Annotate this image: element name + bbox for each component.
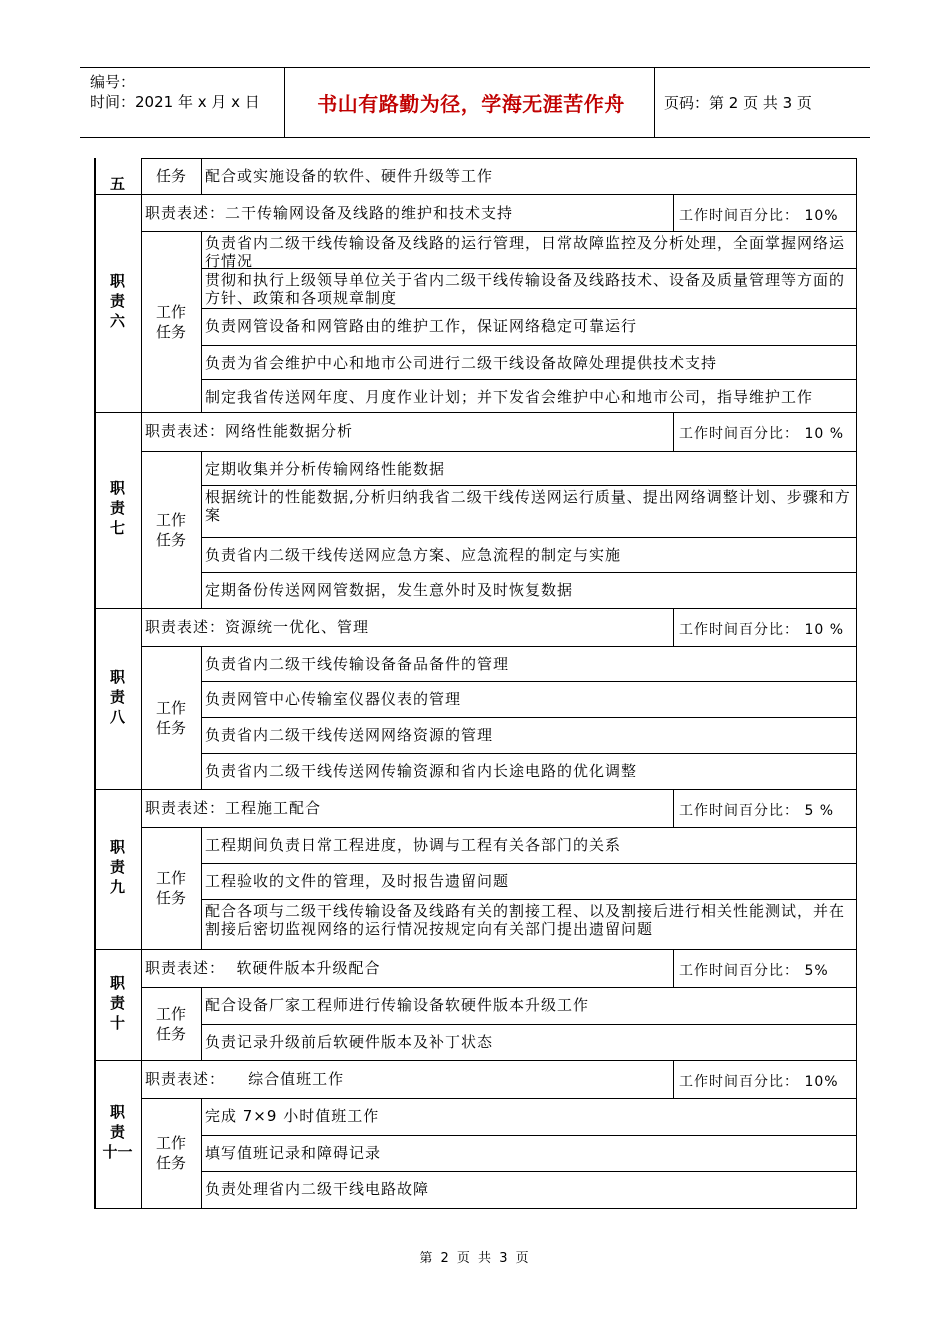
time-percentage: 工作时间百分比： 5% bbox=[679, 963, 829, 979]
task-text: 负责省内二级干线传输设备及线路的运行管理，日常故障监控及分析处理，全面掌握网络运行情况 bbox=[205, 234, 846, 270]
table-rule bbox=[201, 485, 857, 486]
table-rule bbox=[201, 1024, 857, 1025]
table-rule bbox=[201, 572, 857, 573]
table-rule bbox=[673, 608, 674, 646]
table-rule bbox=[94, 1208, 857, 1209]
table-rule bbox=[201, 537, 857, 538]
table-right-border bbox=[856, 158, 857, 1209]
duty-statement: 职责表述： 综合值班工作 bbox=[145, 1070, 345, 1088]
table-rule bbox=[141, 987, 857, 988]
table-rule bbox=[201, 863, 857, 864]
duty-label: 职 责 七 bbox=[109, 479, 125, 537]
task-text: 配合或实施设备的软件、硬件升级等工作 bbox=[205, 167, 494, 185]
page-footer: 第 2 页 共 3 页 bbox=[419, 1251, 531, 1266]
table-rule bbox=[201, 753, 857, 754]
table-rule bbox=[201, 158, 202, 194]
table-rule bbox=[94, 608, 857, 609]
table-rule bbox=[201, 827, 202, 949]
time-percentage: 工作时间百分比： 10 % bbox=[679, 622, 845, 638]
table-rule bbox=[673, 949, 674, 987]
task-text: 完成 7×9 小时值班工作 bbox=[205, 1107, 380, 1125]
table-rule bbox=[673, 194, 674, 231]
header-divider bbox=[654, 68, 655, 137]
section-label: 五 bbox=[109, 175, 125, 193]
task-text: 制定我省传送网年度、月度作业计划；并下发省会维护中心和地市公司，指导维护工作 bbox=[205, 388, 814, 406]
table-rule bbox=[94, 789, 857, 790]
task-label: 工作 任务 bbox=[155, 302, 186, 341]
table-rule bbox=[201, 899, 857, 900]
task-label: 工作 任务 bbox=[155, 1134, 186, 1172]
table-rule bbox=[201, 231, 202, 412]
duty-label: 职 责 八 bbox=[109, 667, 125, 726]
header-meta bbox=[90, 72, 260, 112]
task-text: 填写值班记录和障碍记录 bbox=[205, 1144, 382, 1162]
header-divider bbox=[284, 68, 285, 137]
task-label: 工作 任务 bbox=[155, 698, 186, 737]
table-rule bbox=[94, 194, 857, 195]
task-text: 工程验收的文件的管理，及时报告遗留问题 bbox=[205, 872, 510, 890]
table-rule bbox=[94, 1060, 857, 1061]
task-text: 负责省内二级干线传送网应急方案、应急流程的制定与实施 bbox=[205, 546, 622, 564]
task-text: 负责网管设备和网管路由的维护工作，保证网络稳定可靠运行 bbox=[205, 317, 638, 335]
task-text: 配合各项与二级干线传输设备及线路有关的割接工程、以及割接后进行相关性能测试，并在割接后密切监视网络的运行情况按规定向有关部门提出遗留问题 bbox=[205, 902, 846, 938]
duty-label: 职 责 十一 bbox=[102, 1103, 133, 1161]
table-rule bbox=[201, 451, 202, 608]
header-motto: 书山有路勤为径，学海无涯苦作舟 bbox=[317, 92, 625, 116]
table-rule bbox=[141, 827, 857, 828]
table-rule bbox=[141, 231, 857, 232]
task-text: 配合设备厂家工程师进行传输设备软硬件版本升级工作 bbox=[205, 996, 590, 1014]
duty-label: 职 责 十 bbox=[109, 973, 125, 1032]
duty-statement: 职责表述：资源统一优化、管理 bbox=[145, 618, 370, 636]
table-rule bbox=[201, 379, 857, 380]
table-top-rule bbox=[141, 158, 857, 159]
table-rule bbox=[141, 1098, 857, 1099]
duty-statement: 职责表述：工程施工配合 bbox=[145, 799, 322, 817]
task-text: 负责省内二级干线传送网网络资源的管理 bbox=[205, 726, 494, 744]
time-percentage: 工作时间百分比： 10% bbox=[679, 1074, 839, 1090]
task-text: 定期备份传送网网管数据，发生意外时及时恢复数据 bbox=[205, 581, 574, 599]
table-rule bbox=[94, 949, 857, 950]
table-rule bbox=[201, 345, 857, 346]
table-rule bbox=[141, 451, 857, 452]
table-rule bbox=[673, 1060, 674, 1098]
task-text: 工程期间负责日常工程进度，协调与工程有关各部门的关系 bbox=[205, 836, 622, 854]
task-text: 定期收集并分析传输网络性能数据 bbox=[205, 460, 446, 478]
task-label: 工作 任务 bbox=[155, 1004, 186, 1043]
table-rule bbox=[201, 308, 857, 309]
table-rule bbox=[94, 412, 857, 413]
duty-statement: 职责表述： 软硬件版本升级配合 bbox=[145, 959, 381, 977]
header-page-info: 页码：第 2 页 共 3 页 bbox=[664, 94, 812, 112]
table-rule bbox=[201, 1098, 202, 1208]
task-label: 任务 bbox=[155, 167, 186, 185]
table-rule bbox=[201, 717, 857, 718]
number-label: 编号： bbox=[90, 73, 136, 91]
time-percentage: 工作时间百分比： 10 % bbox=[679, 426, 845, 442]
task-text: 负责为省会维护中心和地市公司进行二级干线设备故障处理提供技术支持 bbox=[205, 354, 718, 372]
duty-statement: 职责表述：网络性能数据分析 bbox=[145, 422, 354, 440]
duty-label: 职 责 六 bbox=[109, 272, 125, 330]
page-header bbox=[80, 67, 870, 138]
duty-statement: 职责表述：二干传输网设备及线路的维护和技术支持 bbox=[145, 204, 514, 222]
table-rule bbox=[201, 1171, 857, 1172]
task-label: 工作 任务 bbox=[155, 510, 186, 549]
task-text: 负责处理省内二级干线电路故障 bbox=[205, 1180, 430, 1198]
time-percentage: 工作时间百分比： 10% bbox=[679, 208, 839, 224]
task-text: 负责省内二级干线传送网传输资源和省内长途电路的优化调整 bbox=[205, 762, 638, 780]
table-rule bbox=[201, 681, 857, 682]
table-rule bbox=[141, 646, 857, 647]
time-percentage: 工作时间百分比： 5 % bbox=[679, 803, 835, 819]
task-text: 贯彻和执行上级领导单位关于省内二级干线传输设备及线路技术、设备及质量管理等方面的方针、政策和各项规章制度 bbox=[205, 271, 846, 307]
table-rule bbox=[673, 789, 674, 827]
task-text: 负责记录升级前后软硬件版本及补丁状态 bbox=[205, 1033, 494, 1051]
task-label: 工作 任务 bbox=[155, 869, 186, 907]
task-text: 负责网管中心传输室仪器仪表的管理 bbox=[205, 690, 462, 708]
table-rule bbox=[673, 412, 674, 451]
task-text: 负责省内二级干线传输设备备品备件的管理 bbox=[205, 655, 510, 673]
duty-label: 职 责 九 bbox=[109, 838, 125, 896]
table-rule bbox=[201, 1135, 857, 1136]
task-text: 根据统计的性能数据,分析归纳我省二级干线传送网运行质量、提出网络调整计划、步骤和方案 bbox=[205, 488, 851, 524]
date-label: 时间：2021 年 x 月 x 日 bbox=[90, 93, 260, 111]
